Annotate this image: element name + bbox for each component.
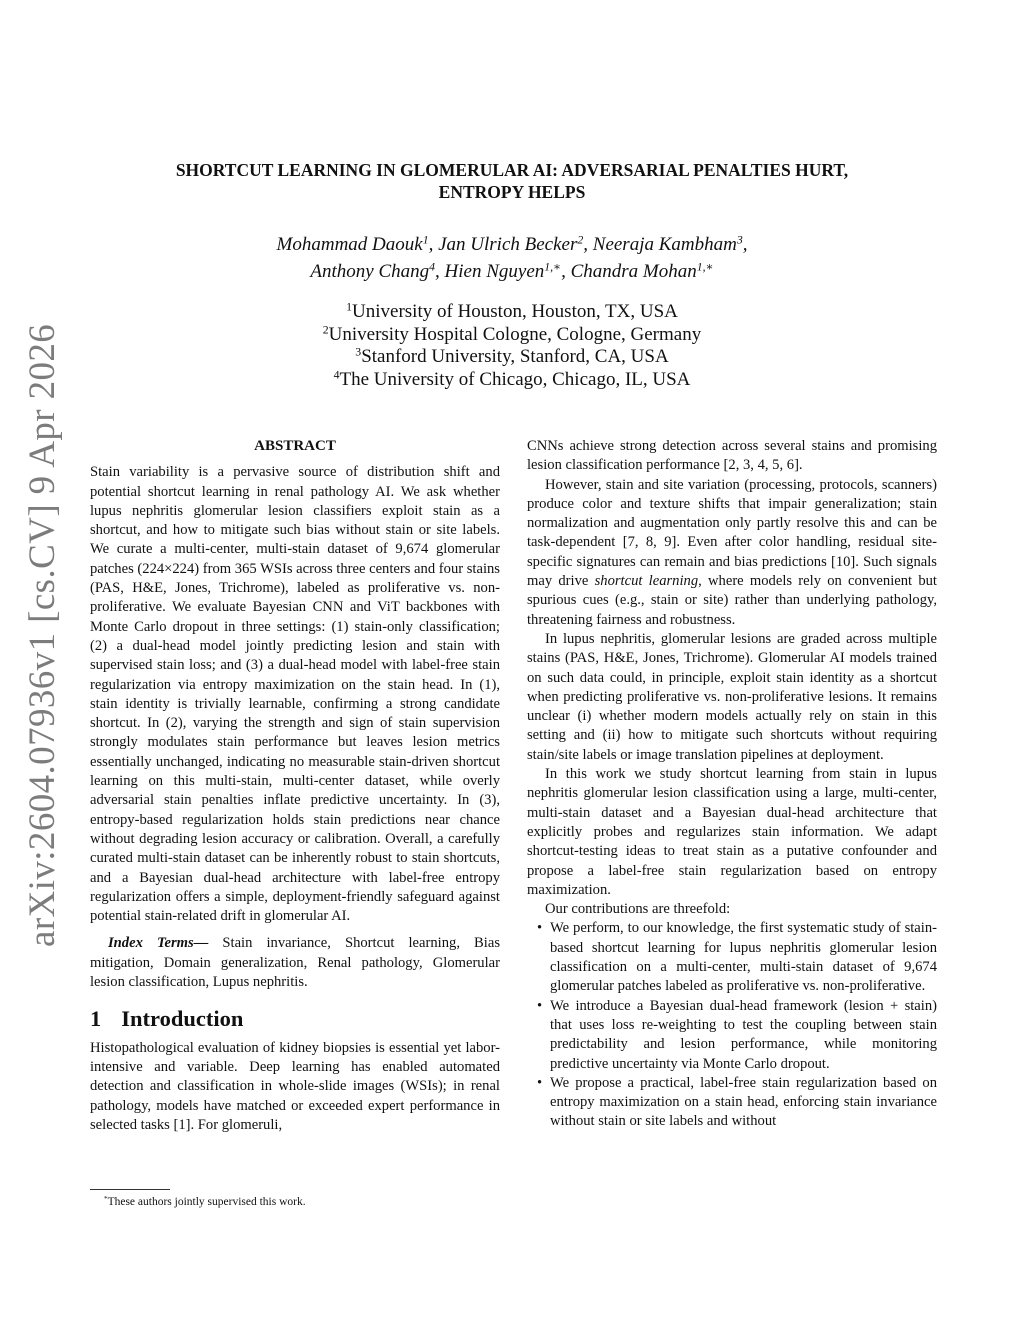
body-paragraph xyxy=(527,476,937,630)
author-affil-mark: 1,∗ xyxy=(696,260,714,274)
arxiv-identifier-stamp: arXiv:2604.07936v1 [cs.CV] 9 Apr 2026 xyxy=(22,323,63,947)
index-terms-text: Stain invariance, Shortcut learning, Bias mitigation, Domain generalization, Renal pathology, Glomerular lesion classification, Lupus nephritis. xyxy=(90,935,500,991)
emphasis-term: shortcut learning xyxy=(594,573,699,590)
abstract-text: Stain variability is a pervasive source of distribution shift and potential shortcut learning in renal pathology AI. We ask whether lupus nephritis glomerular lesion classifiers exploit stain as a shortcut, and how to mitigate such bias without stain or site labels. We curate a multi-center, multi-stain dataset of 9,674 glomerular patches (224×224) from 365 WSIs across three centers and four stains (PAS, H&E, Jones, Trichrome), labeled as proliferative vs. non-proliferative. We evaluate Bayesian CNN and ViT backbones with Monte Carlo dropout in three settings: (1) stain-only classification; (2) a dual-head model jointly predicting lesion and stain with supervised stain loss; and (3) a dual-head model with label-free stain regularization via entropy maximization on the stain head. In (1), stain identity is trivially learnable, confirming a strong candidate shortcut. In (2), varying the strength and sign of stain supervision strongly modulates stain performance but leaves lesion metrics essentially unchanged, indicating no measurable stain-driven shortcut learning on this multi-stain, multi-center dataset, while overly adversarial stain penalties inflate predictive uncertainty. In (3), entropy-based regularization holds stain predictions near chance without degrading lesion accuracy or calibration. Overall, a carefully curated multi-stain dataset can be inherently robust to stain shortcuts, and a Bayesian dual-head architecture with label-free entropy regularization offers a simple, deployment-friendly safeguard against potential stain-related drift in glomerular AI. xyxy=(90,464,500,925)
author-name: Chandra Mohan xyxy=(570,261,697,282)
author-affil-mark: 1,∗ xyxy=(544,260,562,274)
author-separator: , xyxy=(561,261,571,282)
affiliation xyxy=(150,324,874,347)
affiliation-list xyxy=(150,301,874,391)
affiliation xyxy=(150,301,874,324)
author-separator: , xyxy=(583,234,593,255)
affiliation-mark: 3 xyxy=(355,345,362,359)
abstract-heading: ABSTRACT xyxy=(254,438,336,454)
contributions-list xyxy=(527,919,937,1131)
author-affil-mark: 1 xyxy=(422,233,429,247)
index-terms-label: Index Terms— xyxy=(108,935,209,952)
paper-title xyxy=(100,159,924,203)
body-paragraph: CNNs achieve strong detection across several stains and promising lesion classification performance [2, 3, 4, 5, 6]. xyxy=(527,438,937,474)
author-separator: , xyxy=(742,234,748,255)
author-name: Hien Nguyen xyxy=(444,261,545,282)
affiliation-text: University of Houston, Houston, TX, USA xyxy=(352,301,678,322)
footnote-divider xyxy=(90,1189,170,1190)
footnote-text: These authors jointly supervised this work. xyxy=(107,1196,306,1208)
affiliation xyxy=(150,369,874,392)
affiliation xyxy=(150,346,874,369)
body-paragraph: In this work we study shortcut learning from stain in lupus nephritis glomerular lesion classification using a large, multi-center, multi-stain dataset and a Bayesian dual-head architecture that explicitly probes and regularizes stain information. We adapt shortcut-testing ideas to treat stain as a putative confounder and propose a label-free stain regularization based on entropy maximization. xyxy=(527,766,937,898)
author-separator: , xyxy=(428,234,439,255)
contribution-item: • We propose a practical, label-free stain regularization based on entropy maximization on a stain head, enforcing stain invariance without stain or site labels and without xyxy=(527,1074,937,1132)
section-heading-introduction xyxy=(90,1006,500,1032)
author-name: Jan Ulrich Becker xyxy=(438,234,578,255)
section-number: 1 xyxy=(90,1006,102,1032)
author-name: Mohammad Daouk xyxy=(276,234,423,255)
affiliation-mark: 2 xyxy=(322,323,329,337)
body-paragraph: In lupus nephritis, glomerular lesions are graded across multiple stains (PAS, H&E, Jones, Trichrome). Glomerular AI models trained on such data could, in principle, exploit stain identity as a shortcut when predicting proliferative vs. non-proliferative lesions. It remains unclear (i) whether modern models actually rely on stain in this setting and (ii) how to mitigate such shortcuts without requiring stain/site labels or image translation pipelines at deployment. xyxy=(527,630,937,763)
author-list xyxy=(150,231,874,285)
affiliation-mark: 1 xyxy=(346,300,353,314)
affiliation-mark: 4 xyxy=(333,368,340,382)
right-column xyxy=(527,437,937,1132)
author-line-1 xyxy=(150,231,874,258)
author-affil-mark: 2 xyxy=(577,233,584,247)
footnote xyxy=(104,1195,306,1209)
author-affil-mark: 4 xyxy=(429,260,436,274)
author-name: Neeraja Kambham xyxy=(592,234,737,255)
author-affil-mark: 3 xyxy=(736,233,743,247)
body-text: However, stain and site variation (processing, protocols, scanners) produce color and texture shifts that impair generalization; stain normalization and augmentation only partly resolve this and can be task-dependent [7, 8, 9]. Even after color handling, residual site-specific signatures can remain and bias predictions [10]. Such signals may drive xyxy=(527,476,937,590)
body-paragraph: Our contributions are threefold: xyxy=(545,901,731,918)
index-terms xyxy=(90,934,500,992)
footnote-mark: * xyxy=(104,1195,108,1204)
body-text: , where models rely on convenient but spurious cues (e.g., stain or site) rather than underlying pathology, threatening fairness and robustness. xyxy=(527,573,937,628)
intro-paragraph: Histopathological evaluation of kidney biopsies is essential yet labor-intensive and variable. Deep learning has enabled automated detection and classification in whole-slide images (WSIs); in renal pathology, models have matched or exceeded expert performance in selected tasks [1]. For glomeruli, xyxy=(90,1039,500,1133)
title-line-2: ENTROPY HELPS xyxy=(438,182,586,202)
affiliation-text: The University of Chicago, Chicago, IL, USA xyxy=(339,368,691,390)
contribution-item: • We introduce a Bayesian dual-head framework (lesion + stain) that uses loss re-weighting to test the coupling between stain predictability and lesion performance, while monitoring predictive uncertainty via Monte Carlo dropout. xyxy=(527,997,937,1074)
author-separator: , xyxy=(435,261,445,282)
affiliation-text: University Hospital Cologne, Cologne, Germany xyxy=(328,323,702,345)
section-title: Introduction xyxy=(121,1006,244,1032)
affiliation-text: Stanford University, Stanford, CA, USA xyxy=(361,346,669,367)
author-name: Anthony Chang xyxy=(310,261,430,282)
contribution-item: • We perform, to our knowledge, the first systematic study of stain-based shortcut learning for lupus nephritis glomerular lesion classification on a multi-center, multi-stain dataset of 9,674 glomerular patches labeled as proliferative vs. non-proliferative. xyxy=(527,919,937,996)
left-column xyxy=(90,437,500,1135)
author-line-2 xyxy=(150,258,874,285)
title-line-1: SHORTCUT LEARNING IN GLOMERULAR AI: ADVERSARIAL PENALTIES HURT, xyxy=(175,160,849,180)
